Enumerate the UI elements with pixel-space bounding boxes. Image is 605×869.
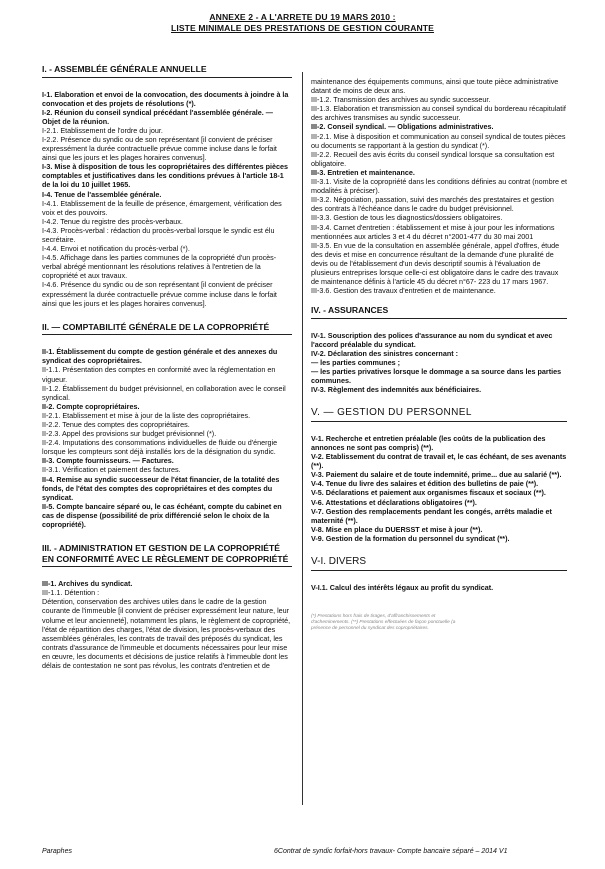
list-item: I-4.2. Tenue du registre des procès-verbaux. xyxy=(42,216,183,226)
section-rule xyxy=(311,318,567,319)
list-item: II-1.2. Établissement du budget prévisionnel, en collaboration avec le conseil syndical. xyxy=(42,383,286,402)
list-item: I-4.4. Envoi et notification du procès-verbal (*). xyxy=(42,244,190,254)
section-rule xyxy=(42,334,292,335)
section-items-comptabilite xyxy=(42,347,292,529)
list-item: V-2. Etablissement du contrat de travail et, le cas échéant, de ses avenants (**). xyxy=(311,452,567,471)
list-item: III-3.3. Gestion de tous les diagnostics/dossiers obligatoires. xyxy=(311,213,503,223)
column-divider xyxy=(302,72,303,805)
list-item: III-1.2. Transmission des archives au syndic successeur. xyxy=(311,95,491,105)
list-item: Détention, conservation des archives utiles dans le cadre de la gestion courante de l'immeuble [il convient de préciser expressément leur nature, leur volume et leur ancienneté], notamment les plans, le règlement de copropriété, l'état de répartition des charges, l'état de division, les procès-verbaux des assemblées générales, les contrats de travail des préposés du syndicat, les contrats d'assurance de l'immeuble et documents nécessaires pour leur mise en œuvre, les documents et décisions de justice relatifs à l'immeuble dont les délais de contestation ne sont pas révolus, les contrats d'entretien et de xyxy=(42,597,291,670)
list-item: I-3. Mise à disposition de tous les copropriétaires des différentes pièces comptables et justificatives dans les conditions prévues à l'article 18-1 de la loi du 10 juillet 1965. xyxy=(42,162,289,190)
list-item: V-1. Recherche et entretien préalable (les coûts de la publication des annonces ne sont pas compris) (**). xyxy=(311,433,546,452)
list-item: III-1. Archives du syndicat. xyxy=(42,579,133,589)
section-items-assurances xyxy=(311,331,567,395)
list-item: V-5. Déclarations et paiement aux organismes fiscaux et sociaux (**). xyxy=(311,488,546,498)
list-item: V-9. Gestion de la formation du personnel du syndicat (**). xyxy=(311,533,510,543)
footnote: (*) Prestations hors frais de tirages, d'affranchissements et d'acheminements. (**) Prestations effectuées de façon ponctuelle (a présence de personnel du syndicat des copropriétaires. xyxy=(311,613,456,631)
list-item: III-3.1. Visite de la copropriété dans les conditions définies au contrat (nombre et modalités à préciser). xyxy=(311,177,567,196)
section-items-assemblee xyxy=(42,90,292,308)
left-column xyxy=(42,64,292,670)
list-item: I-4. Tenue de l'assemblée générale. xyxy=(42,189,162,199)
section-title-divers: V-I. DIVERS xyxy=(311,556,367,568)
list-item: IV-1. Souscription des polices d'assurance au nom du syndicat et avec l'accord préalable du syndicat. xyxy=(311,330,553,349)
list-item: II-4. Remise au syndic successeur de l'état financier, de la totalité des fonds, de l'état des comptes des copropriétaires et des comptes du syndicat. xyxy=(42,474,280,502)
list-item: V-8. Mise en place du DUERSST et mise à jour (**). xyxy=(311,524,483,534)
footer-document-info: 6Contrat de syndic forfait-hors travaux- Compte bancaire séparé – 2014 V1 xyxy=(274,848,508,855)
list-item: I-2.2. Présence du syndic ou de son représentant [il convient de préciser expressément la durée contractuelle prévue comme incluse dans le forfait ainsi que les jours et les plages horaires convenus]. xyxy=(42,134,277,163)
list-item: III-1.3. Elaboration et transmission au conseil syndical du bordereau récapitulatif des archives transmises au syndic successeur. xyxy=(311,104,566,123)
list-item: II-2.2. Tenue des comptes des copropriétaires. xyxy=(42,420,190,429)
list-item: II-2. Compte copropriétaires. xyxy=(42,401,140,411)
list-item: II-2.1. Etablissement et mise à jour de la liste des copropriétaires. xyxy=(42,410,251,420)
list-item: I-2. Réunion du conseil syndical précédant l'assemblée générale. — Objet de la réunion. xyxy=(42,107,273,126)
section-items-personnel xyxy=(311,434,567,543)
list-item: III-2.2. Recueil des avis écrits du conseil syndical lorsque sa consultation est obligatoire. xyxy=(311,149,555,168)
list-item: II-5. Compte bancaire séparé ou, le cas échéant, compte du cabinet en cas de dispense (possibilité de prix différencié selon le choix de la copropriété). xyxy=(42,501,282,530)
section-items-administration xyxy=(42,579,292,670)
list-item: — les parties communes ; xyxy=(311,358,401,368)
list-item: III-3.6. Gestion des travaux d'entretien et de maintenance. xyxy=(311,286,496,296)
list-item: I-2.1. Etablissement de l'ordre du jour. xyxy=(42,125,163,135)
list-item: III-3.5. En vue de la consultation en assemblée générale, appel d'offres, étude des devis et mise en concurrence résultant de la demande d'une pluralité de devis ou de l'établissement d'un devis descriptif soumis à l'évaluation de plusieurs entreprises lorsque celle-ci est obligatoire dans le cadre des travaux de maintenance définis à l'article 45 du décret n°67- 223 du 17 mars 1967. xyxy=(311,240,560,287)
document-header xyxy=(0,12,605,34)
list-item: I-4.6. Présence du syndic ou de son représentant [il convient de préciser expressément la durée contractuelle prévue comme incluse dans le forfait ainsi que les jours et les plages horaires convenus]. xyxy=(42,280,277,308)
list-item: III-3. Entretien et maintenance. xyxy=(311,167,415,177)
list-item: I-4.3. Procès-verbal : rédaction du procès-verbal lorsque le syndic est élu secrétaire. xyxy=(42,225,275,244)
header-title-line2: LISTE MINIMALE DES PRESTATIONS DE GESTION COURANTE xyxy=(171,23,434,33)
list-item: III-2.1. Mise à disposition et communication au conseil syndical de toutes pièces ou documents se rapportant à la gestion du syndicat (*). xyxy=(311,131,566,150)
right-column xyxy=(311,77,567,632)
section-rule xyxy=(42,566,292,567)
list-item: II-1.1. Présentation des comptes en conformité avec la réglementation en vigueur. xyxy=(42,365,276,384)
list-item: III-1.1. Détention : xyxy=(42,588,100,598)
list-item: I-4.5. Affichage dans les parties communes de la copropriété d'un procès-verbal abrégé mentionnant les résolutions relatives à l'entretien de la copropriété et aux travaux. xyxy=(42,253,277,281)
list-item: — les parties privatives lorsque le dommage a sa source dans les parties communes. xyxy=(311,367,562,386)
list-item: II-2.4. Imputations des consommations individuelles de fluide ou d'énergie lorsque les compteurs sont déjà installés lors de la désignation du syndic. xyxy=(42,438,278,457)
section-rule xyxy=(42,77,292,78)
list-item: III-2. Conseil syndical. — Obligations administratives. xyxy=(311,122,494,132)
list-item: I-1. Elaboration et envoi de la convocation, des documents à joindre à la convocation et des projets de résolutions (*). xyxy=(42,89,289,108)
list-item: IV-3. Règlement des indemnités aux bénéficiaires. xyxy=(311,385,482,395)
footer-paraphes: Paraphes xyxy=(42,848,72,855)
section-rule xyxy=(311,421,567,422)
section-title-comptabilite: II. — COMPTABILITÉ GÉNÉRALE DE LA COPROPRIÉTÉ xyxy=(42,321,270,332)
list-item: V-3. Paiement du salaire et de toute indemnité, prime... due au salarié (**). xyxy=(311,470,562,480)
list-item: V-6. Attestations et déclarations obligatoires (**). xyxy=(311,497,477,507)
list-item: I-4.1. Etablissement de la feuille de présence, émargement, vérification des voix et des pouvoirs. xyxy=(42,198,282,217)
section-title-assemblee: I. - ASSEMBLÉE GÉNÉRALE ANNUELLE xyxy=(42,64,207,74)
list-item: II-3.1. Vérification et paiement des factures. xyxy=(42,465,181,475)
section-items-divers xyxy=(311,583,567,592)
list-item: III-3.2. Négociation, passation, suivi des marchés des prestataires et gestion des contrats à l'échéance dans le cadre du budget prévisionnel. xyxy=(311,195,554,214)
section-title-personnel: V. — GESTION DU PERSONNEL xyxy=(311,407,472,419)
header-title-line1: ANNEXE 2 - A L'ARRETE DU 19 MARS 2010 : xyxy=(209,12,396,22)
list-item: II-2.3. Appel des provisions sur budget prévisionnel (*). xyxy=(42,429,217,439)
section-rule xyxy=(311,570,567,571)
list-item: II-1. Établissement du compte de gestion générale et des annexes du syndicat des copropriétaires. xyxy=(42,347,278,366)
section-title-administration: III. - ADMINISTRATION ET GESTION DE LA COPROPRIÉTÉ EN CONFORMITÉ AVEC LE RÈGLEMENT DE COPROPRIÉTÉ xyxy=(42,543,289,564)
list-item: IV-2. Déclaration des sinistres concernant : xyxy=(311,348,458,358)
list-item: II-3. Compte fournisseurs. — Factures. xyxy=(42,456,174,466)
list-item: V-I.1. Calcul des intérêts légaux au profit du syndicat. xyxy=(311,582,494,592)
list-item: V-7. Gestion des remplacements pendant les congés, arrêts maladie et maternité (**). xyxy=(311,506,552,525)
list-item: maintenance des équipements communs, ainsi que toute pièce administrative datant de moins de deux ans. xyxy=(311,77,559,96)
section-items-administration-continued xyxy=(311,77,567,295)
section-title-assurances: IV. - ASSURANCES xyxy=(311,305,389,316)
list-item: V-4. Tenue du livre des salaires et édition des bulletins de paie (**). xyxy=(311,479,539,489)
list-item: III-3.4. Carnet d'entretien : établissement et mise à jour pour les informations mentionnées aux articles 3 et 4 du décret n°2001-477 du 30 mai 2001 xyxy=(311,222,555,241)
